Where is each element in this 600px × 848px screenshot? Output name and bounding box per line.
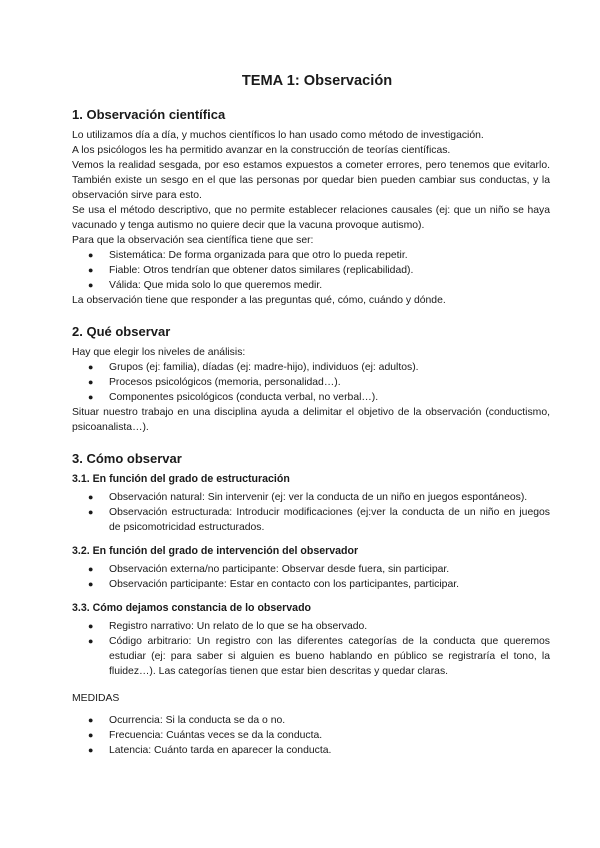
bullet-icon: ● xyxy=(88,579,94,589)
medidas-label: MEDIDAS xyxy=(72,693,120,704)
paragraph: Hay que elegir los niveles de análisis: xyxy=(72,347,246,358)
bullet-icon: ● xyxy=(88,715,94,725)
bullet-icon: ● xyxy=(88,392,94,402)
section-1 xyxy=(72,105,550,308)
bullet-list xyxy=(72,562,550,592)
section-heading: 3. Cómo observar xyxy=(72,451,182,466)
paragraph: A los psicólogos les ha permitido avanzar en la construcción de teorías científicas. xyxy=(72,145,451,156)
bullet-list xyxy=(72,360,550,405)
section-heading: 2. Qué observar xyxy=(72,324,171,339)
list-item: ● Válida: Que mida solo lo que queremos medir. xyxy=(88,280,323,291)
paragraph: Situar nuestro trabajo en una disciplina ayuda a delimitar el objetivo de la observación (conductismo, psicoanalista…). xyxy=(72,407,550,433)
bullet-list xyxy=(72,490,550,535)
list-item: ● Latencia: Cuánto tarda en aparecer la conducta. xyxy=(88,745,332,756)
list-item: ● Observación estructurada: Introducir modificaciones (ej:ver la conducta de un niño en juegos de psicomotricidad estructurados. xyxy=(88,507,550,533)
list-item: ● Grupos (ej: familia), díadas (ej: madre-hijo), individuos (ej: adultos). xyxy=(88,362,419,373)
bullet-icon: ● xyxy=(88,265,94,275)
bullet-list xyxy=(72,619,550,679)
bullet-list xyxy=(72,713,550,758)
subsection-heading: 3.2. En función del grado de intervención del observador xyxy=(72,545,359,557)
bullet-list xyxy=(72,248,550,293)
paragraph: Para que la observación sea científica tiene que ser: xyxy=(72,235,314,246)
subsection-heading: 3.3. Cómo dejamos constancia de lo observado xyxy=(72,602,312,614)
paragraph: Se usa el método descriptivo, que no permite establecer relaciones causales (ej: que un niño se haya vacunado y tenga autismo no quiere decir que la vacuna provoque autismo). xyxy=(72,205,550,231)
list-item: ● Procesos psicológicos (memoria, personalidad…). xyxy=(88,377,341,388)
bullet-icon: ● xyxy=(88,377,94,387)
bullet-icon: ● xyxy=(88,636,94,646)
list-item: ● Componentes psicológicos (conducta verbal, no verbal…). xyxy=(88,392,379,403)
list-item: ● Ocurrencia: Si la conducta se da o no. xyxy=(88,715,286,726)
bullet-icon: ● xyxy=(88,564,94,574)
paragraph: La observación tiene que responder a las preguntas qué, cómo, cuándo y dónde. xyxy=(72,295,446,306)
list-item: ● Código arbitrario: Un registro con las diferentes categorías de la conducta que queremos estudiar (ej: para saber si alguien es bueno hablando en público se registraría el tono, la fluidez…). Las categorías tienen que estar bien descritas y quedar claras. xyxy=(88,636,550,677)
list-item: ● Frecuencia: Cuántas veces se da la conducta. xyxy=(88,730,323,741)
list-item: ● Registro narrativo: Un relato de lo que se ha observado. xyxy=(88,621,368,632)
section-3 xyxy=(72,449,550,758)
subsection-heading: 3.1. En función del grado de estructuración xyxy=(72,473,290,485)
page-title: TEMA 1: Observación xyxy=(241,73,393,89)
bullet-icon: ● xyxy=(88,745,94,755)
bullet-icon: ● xyxy=(88,730,94,740)
bullet-icon: ● xyxy=(88,280,94,290)
paragraph: Vemos la realidad sesgada, por eso estamos expuestos a cometer errores, pero tenemos que evitarlo. También existe un sesgo en el que las personas por quedar bien pueden cambiar sus conductas, y la observación sirve para esto. xyxy=(72,160,550,201)
bullet-icon: ● xyxy=(88,621,94,631)
list-item: ● Observación participante: Estar en contacto con los participantes, participar. xyxy=(88,579,460,590)
list-item: ● Observación natural: Sin intervenir (ej: ver la conducta de un niño en juegos espontáneos). xyxy=(88,492,528,503)
section-2 xyxy=(72,322,550,435)
list-item: ● Observación externa/no participante: Observar desde fuera, sin participar. xyxy=(88,564,450,575)
bullet-icon: ● xyxy=(88,507,94,517)
bullet-icon: ● xyxy=(88,362,94,372)
paragraph: Lo utilizamos día a día, y muchos científicos lo han usado como método de investigación. xyxy=(72,130,484,141)
bullet-icon: ● xyxy=(88,250,94,260)
list-item: ● Sistemática: De forma organizada para que otro lo pueda repetir. xyxy=(88,250,408,261)
section-heading: 1. Observación científica xyxy=(72,107,226,122)
list-item: ● Fiable: Otros tendrían que obtener datos similares (replicabilidad). xyxy=(88,265,414,276)
bullet-icon: ● xyxy=(88,492,94,502)
